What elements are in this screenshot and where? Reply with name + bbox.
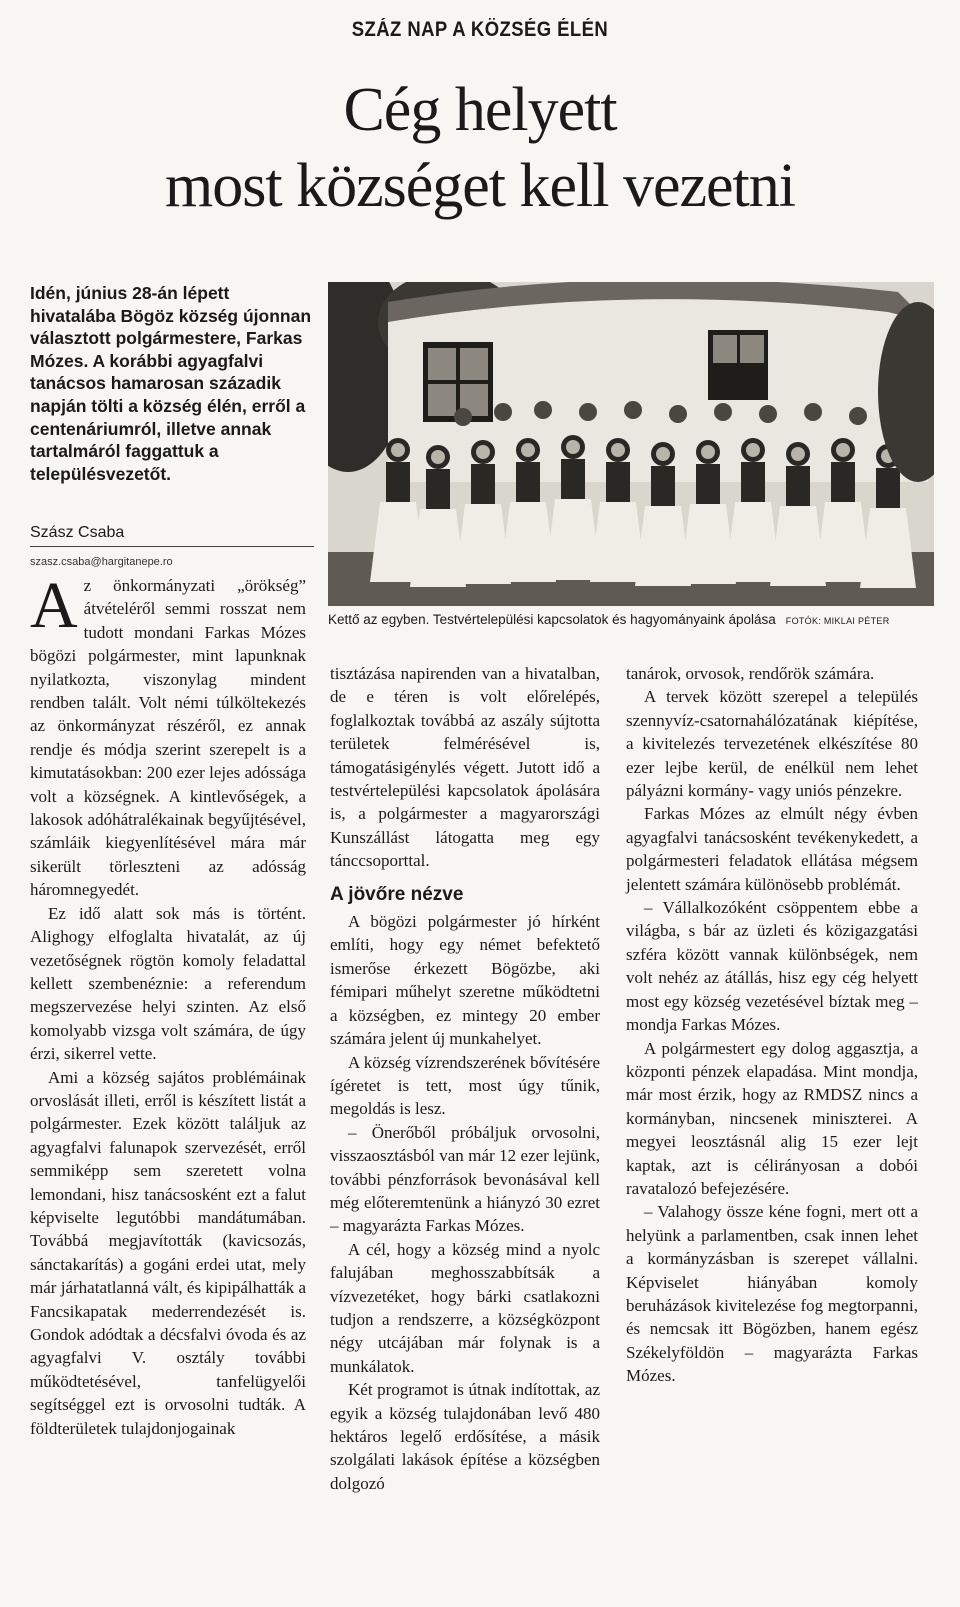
article-paragraph [30, 569, 306, 902]
lead-paragraph: Idén, június 28-án lépett hivatalába Bögöz község újonnan választott polgármestere, Farkas Mózes. A korábbi agyagfalvi tanácsos hamarosan századik napján tölti a község élén, erről a centenáriumról, illetve annak tartalmáról faggattuk a településvezetőt. [30, 283, 312, 484]
article-paragraph: tanárok, orvosok, rendőrök számára. [626, 664, 875, 683]
article-paragraph: A cél, hogy a község mind a nyolc falujában meghosszabbítsák a vízvezetéket, hogy bárki csatlakozni tudjon a rendszerre, a községközpont négy utcájában már folynak is a munkálatok. [330, 1239, 600, 1376]
article-paragraph: Két programot is útnak indítottak, az egyik a község tulajdonában levő 480 hektáros legelő erdősítése, a másik szolgálati lakások építése a községben dolgozó [330, 1380, 600, 1493]
caption-text: Kettő az egyben. Testvértelepülési kapcsolatok és hagyományaink ápolása [328, 612, 776, 627]
headline-line-2: most községet kell vezetni [165, 152, 795, 220]
section-kicker: SZÁZ NAP A KÖZSÉG ÉLÉN [351, 18, 609, 41]
photo-caption [328, 612, 934, 627]
article-paragraph: – Önerőből próbáljuk orvosolni, visszaosztásból van már 12 ezer lejünk, további pénzforrások bevonásával kell még előteremtenünk a hiányzó 30 ezret – magyarázta Farkas Mózes. [330, 1122, 600, 1236]
article-paragraph: tisztázása napirenden van a hivatalban, de e téren is volt előrelépés, foglalkoztak továbbá az aszály sújtotta területek felmérésével is, támogatásigénylés végett. Jutott idő a testvértelepülési kapcsolatok ápolására is, a polgármester a magyarországi Kunszállást látogatta meg egy tánccsoporttal. [330, 664, 600, 871]
article-paragraph: A község vízrendszerének bővítésére ígéretet is tett, most úgy tűnik, megoldás is lesz. [330, 1052, 600, 1119]
article-paragraph: A tervek között szerepel a település szennyvíz-csatornahálózatának kiépítése, a kivitelezés tervezetének elkészítése 80 ezer lejbe kerül, de enélkül nem lehet pályázni kormány- vagy uniós pénzekre. [626, 687, 918, 801]
article-paragraph: Farkas Mózes az elmúlt négy évben agyagfalvi tanácsosként tevékenykedett, a polgármesteri feladatok ellátása mégsem jelentett számára különösebb problémát. [626, 804, 918, 894]
photo-credit: FOTÓK: MIKLAI PÉTER [785, 616, 890, 626]
article-paragraph: – Vállalkozóként csöppentem ebbe a világba, s bár az üzleti és közigazgatási szféra között vannak különbségek, nem volt nehéz az átállás, hisz egy cég helyett most egy község vezetésével bíztak meg – mondja Farkas Mózes. [626, 898, 918, 1035]
article-paragraph: A bögözi polgármester jó hírként említi, hogy egy német befektető ismerőse érkezett Bögözbe, aki fémipari műhelyt szeretne működtetni a községben, ez mintegy 20 ember számára jelent új munkahelyet. [330, 912, 600, 1049]
article-column-2 [330, 662, 600, 1495]
article-paragraph: – Valahogy össze kéne fogni, mert ott a helyünk a parlamentben, csak innen lehet a kormányzásban is szerepet vállalni. Képviselet hiányában komoly beruházások kivitelezése fog megtorpanni, és nemcsak itt Bögözben, hanem egész Székelyföldön – magyarázta Farkas Mózes. [626, 1202, 918, 1386]
article-paragraph: Ez idő alatt sok más is történt. Alighogy elfoglalta hivatalát, az új vezetőségnek rögtön komoly feladattal kellett szembenéznie: a referendum megszervezése helyi szinten. Az első komolyabb vizsga volt számára, de úgy érzi, sikerrel vette. [30, 903, 306, 1064]
author-email: szasz.csaba@hargitanepe.ro [30, 556, 173, 568]
section-subheading: A jövőre nézve [330, 883, 464, 905]
article-paragraph: Ami a község sajátos problémáinak orvoslását illeti, erről is készített listát a polgármester. Ezek között találjuk az agyagfalvi falunapok szervezését, erről semmiképp sem szeretett volna lemondani, hisz tanácsosként ezt a falut képviselte legutóbbi mandátumában. Továbbá megjavították (kavicsozás, sánctakarítás) a gogáni erdei utat, mely már járhatatlanná vált, és kipipálhatták a Fancsikapatak mederrendezését is. Gondok adódtak a décsfalvi óvoda és az agyagfalvi V. osztály további működtetésével, tanfelügyelői segítséggel ezt is orvosolni tudták. A földterületek tulajdonjogainak [30, 1067, 306, 1438]
article-column-3 [626, 662, 918, 1388]
article-column-1 [30, 569, 306, 1440]
drop-cap: A [30, 569, 78, 642]
paragraph-text: z önkormányzati „örökség” átvételéről semmi rosszat nem tudott mondani Farkas Mózes bögözi polgármester, mint lapunknak nyilatkozta, viszonylag mindent rendben talált. Volt némi túlköltekezés az önkormányzat részéről, ez annak rendje és módja szerint szerepelt is a kimutatásokban: 200 ezer lejes adóssága volt a községnek. A kintlevőségek, a lakosok adóhátralékainak begyűjtésével, számláik kiegyenlítésével mára már sikerült törleszteni az adósság háromnegyedét. [30, 576, 306, 900]
headline-line-1: Cég helyett [343, 76, 617, 144]
author-byline: Szász Csaba [30, 524, 314, 547]
article-paragraph: A polgármestert egy dolog aggasztja, a központi pénzek elapadása. Mint mondja, már most érzik, hogy az RMDSZ nincs a kormányban, nincsenek miniszterei. A megyei leosztásnál alig 15 ezer lejt kaptak, azt is célirányosan a dobói ravatalozó befejezésére. [626, 1038, 918, 1198]
headline [0, 72, 960, 224]
folk-dance-group-photo [328, 282, 934, 606]
